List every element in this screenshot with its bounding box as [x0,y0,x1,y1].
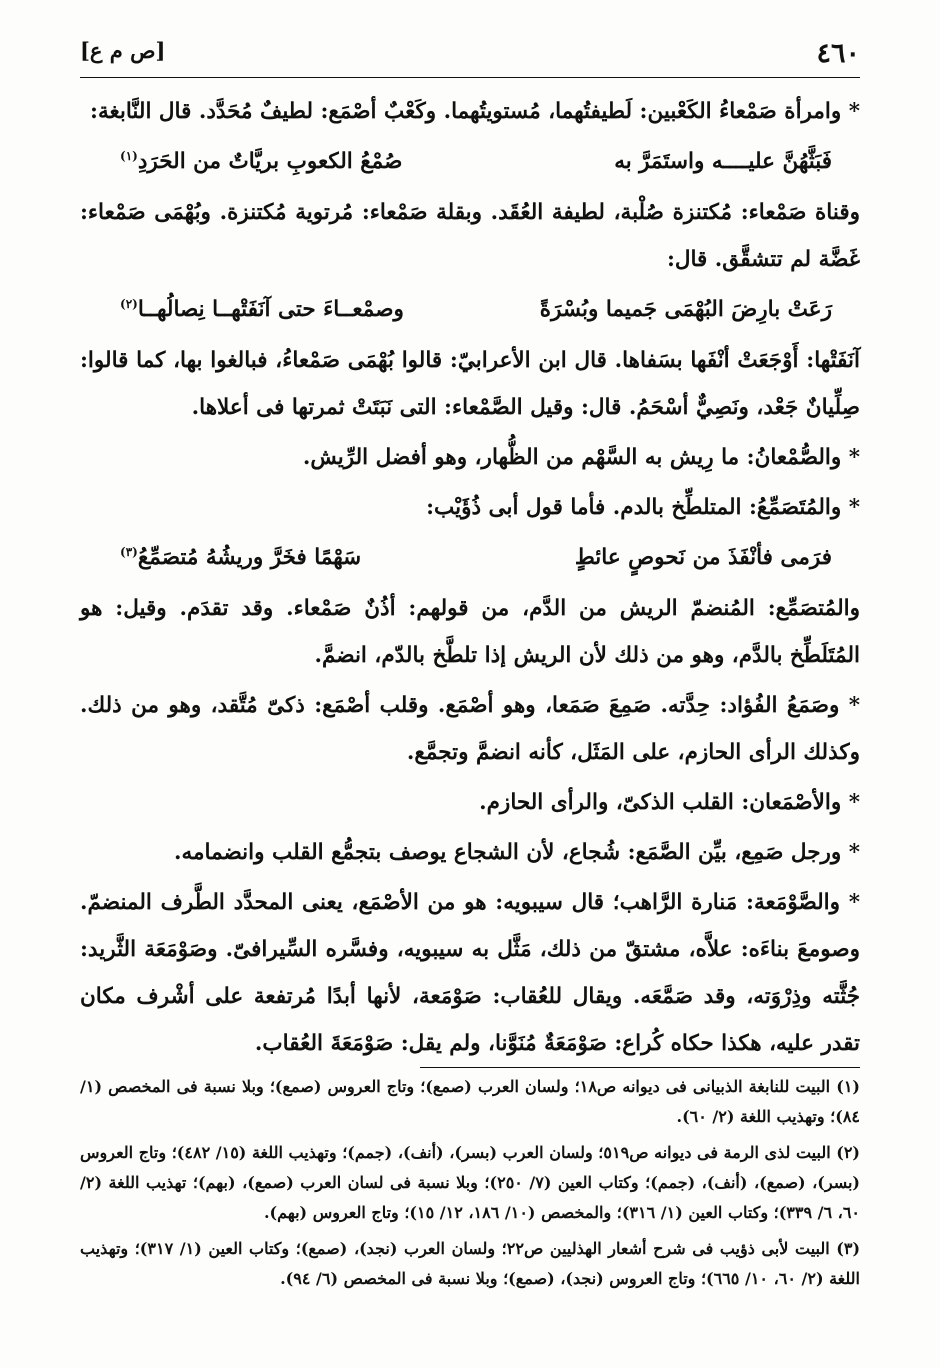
entry-paragraph: * والمُتَصَمِّعُ: المتلطِّخ بالدم. فأما قول أبى ذُؤَيْب: [426,495,860,520]
header-rule [80,77,860,78]
hemistich-text: رَعَتْ بارِضَ البُهْمَى جَميما وبُسْرَةً [539,297,832,322]
verse-first-hemistich [614,138,832,185]
footnote: (١) البيت للنابغة الذبيانى فى ديوانه ص١٨؛ ولسان العرب (صمع)؛ وتاج العروس (صمع)؛ وبلا نسبة فى المخصص (١/ ٨٤)؛ وتهذيب اللغة (٢/ ٦٠). [80,1077,860,1126]
footnotes [80,1072,860,1300]
poetry-verse [80,138,860,185]
poetry-verse [80,534,860,581]
footnote: (٣) البيت لأبى ذؤيب فى شرح أشعار الهذليين ص٢٢؛ ولسان العرب (نجد)، (صمع)؛ وكتاب العين (١/ ٣١٧)؛ وتهذيب اللغة (٢/ ٦٠، ١٠/ ٦٦٥)؛ وتاج العروس (نجد)، (صمع)؛ وبلا نسبة فى المخصص (٦/ ٩٤). [80,1239,861,1288]
hemistich-text: صُمْعُ الكعوبِ بريَّاتٌ من الحَرَدِ [137,149,403,174]
footnote-marker: (٣) [120,544,138,559]
verse-first-hemistich [575,534,832,581]
entry-paragraph: * والأصْمَعان: القلب الذكىّ، والرأى الحازم. [479,790,860,815]
hemistich-text: سَهْمًا فخَرَّ وريشُهُ مُتصَمِّعُ [137,545,362,570]
entry-paragraph: * والصُّمْعانُ: ما رِيش به السَّهْم من الظُّهار، وهو أفضل الرِّيش. [302,445,860,470]
verse-second-hemistich [120,138,402,185]
verse-second-hemistich [120,286,404,333]
hemistich-text: فَبَثَّهُنَّ عليــــه واستَمَرَّ به [614,149,832,174]
hemistich-text: فرَمى فأنْفَذَ من نَحوصٍ عائطٍ [574,545,832,570]
entry-paragraph: وقناة صَمْعاء: مُكتنزة صُلْبة، لطيفة العُقَد. وبقلة صَمْعاء: مُرتوية مُكتنزة. وبُهْمَى صَمْعاء: غَضَّة لم تتشقَّق. قال: [80,200,860,272]
footnote: (٢) البيت لذى الرمة فى ديوانه ص٥١٩؛ ولسان العرب (بسر)، (أنف)، (جمم)؛ وتهذيب اللغة (١٥/ ٤٨٢)؛ وتاج العروس (بسر)، (صمع)، (أنف)، (جمم)؛ وكتاب العين (٧/ ٢٥٠)؛ وبلا نسبة فى لسان العرب (صمع)، (بهم)؛ تهذيب اللغة (٢/ ٦٠، ٦/ ٣٣٩)؛ وكتاب العين (١/ ٣١٦)؛ والمخصص (١٠/ ١٨٦، ١٢/ ١٥)؛ وتاج العروس (بهم). [80,1143,860,1222]
page-header [80,38,860,78]
main-text [80,88,860,1070]
verse-second-hemistich [120,534,361,581]
poetry-verse [80,286,860,333]
entry-paragraph: * وصَمَعُ الفُؤاد: حِدَّته. صَمِعَ صَمَعا، وهو أصْمَع. وقلب أصْمَع: ذكىّ مُتَّقد، وهو من ذلك. وكذلك الرأى الحازم، على المَثَل، كأنه انضمَّ وتجمَّع. [80,693,860,765]
entry-paragraph: * والصَّوْمَعة: مَنارة الرَّاهب؛ قال سيبويه: هو من الأصْمَع، يعنى المحدَّد الطَّرف المنضمّ. وصومعَ بناءَه: علاَّه، مشتقّ من ذلك، مَثَّل به سيبويه، وفسَّره السِّيرافىّ. وصَوْمَعَة الثَّريد: جُثَّته وذِرْوَته، وقد صَمَّعَه. ويقال للعُقاب: صَوْمَعة، لأنها أبدًا مُرتفعة على أشْرف مكان تقدر عليه، هكذا حكاه كُراع: صَوْمَعَةٌ مُنَوَّنا، ولم يقل: صَوْمَعَةَ العُقاب. [80,890,860,1056]
footnote-separator [420,1067,860,1068]
entry-paragraph: والمُتصَمِّع: المُنضمّ الريش من الدَّم، من قولهم: أذُنٌ صَمْعاء. وقد تقدَم. وقيل: هو المُتَلَطِّخ بالدَّم، وهو من ذلك لأن الريش إذا تلطَّخ بالدّم، انضمَّ. [80,596,860,668]
entry-paragraph: * وامرأة صَمْعاءُ الكَعْبين: لَطيفتُهما، مُستويتُهما. وكَعْبٌ أصْمَع: لطيفٌ مُحَدَّد. قال النَّابغة: [90,99,860,124]
hemistich-text: وصمْعــاءَ حتى آنَفَتْهــا نِصالُهــا [137,297,404,322]
root-letters-heading: [ص م ع] [80,38,166,63]
page-number: ٤٦٠ [816,38,860,69]
footnote-marker: (١) [120,148,138,163]
verse-first-hemistich [540,286,832,333]
entry-paragraph: آنَفَتْها: أَوْجَعَتْ أنْفَها بسَفاها. قال ابن الأعرابيّ: قالوا بُهْمَى صَمْعاءُ، فبالغوا بها، كما قالوا: صِلِّيانٌ جَعْد، ونَصِيٌّ أسْحَمُ. قال: وقيل الصَّمْعاء: التى نَبَتَتْ ثمرتها فى أعلاها. [80,348,860,420]
footnote-marker: (٢) [120,296,138,311]
entry-paragraph: * ورجل صَمِع، بيِّن الصَّمَع: شُجاع، لأن الشجاع يوصف بتجمُّع القلب وانضمامه. [174,840,860,865]
